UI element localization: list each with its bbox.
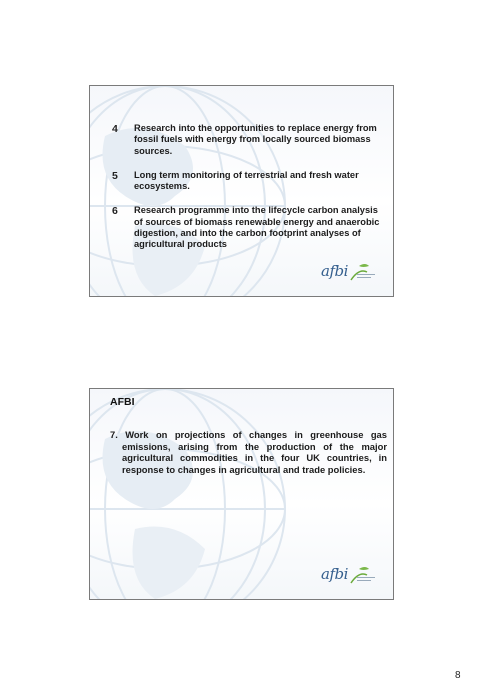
slide-1 bbox=[89, 85, 394, 297]
list-item bbox=[112, 123, 382, 157]
logo-wordmark: afbi bbox=[321, 565, 348, 583]
slide-title: AFBI bbox=[110, 396, 135, 408]
item-number: 5 bbox=[112, 169, 118, 182]
logo-leaf-icon bbox=[321, 563, 377, 587]
logo-leaf-icon bbox=[321, 260, 377, 284]
item-number: 4 bbox=[112, 123, 118, 135]
slide-paragraph: 7. Work on projections of changes in greenhouse gas emissions, arising from the production of the major agricultural commodities in the four UK countries, in response to changes in agricultural and trade policies. bbox=[110, 429, 387, 475]
list-item bbox=[112, 170, 382, 193]
afbi-logo bbox=[321, 563, 377, 587]
list-item bbox=[112, 205, 382, 250]
logo-wordmark: afbi bbox=[321, 262, 348, 280]
afbi-logo bbox=[321, 260, 377, 284]
item-text: Research into the opportunities to replace energy from fossil fuels with energy from locally sourced biomass sources. bbox=[134, 123, 377, 156]
item-number: 6 bbox=[112, 205, 118, 218]
slide-1-list bbox=[112, 123, 382, 264]
slide-2 bbox=[89, 388, 394, 600]
item-text: Research programme into the lifecycle carbon analysis of sources of biomass renewable energy and anaerobic digestion, and into the carbon footprint analyses of agricultural products bbox=[134, 205, 380, 250]
globe-watermark-icon bbox=[89, 388, 295, 600]
page-number: 8 bbox=[455, 670, 461, 681]
item-text: Long term monitoring of terrestrial and fresh water ecosystems. bbox=[134, 169, 359, 192]
